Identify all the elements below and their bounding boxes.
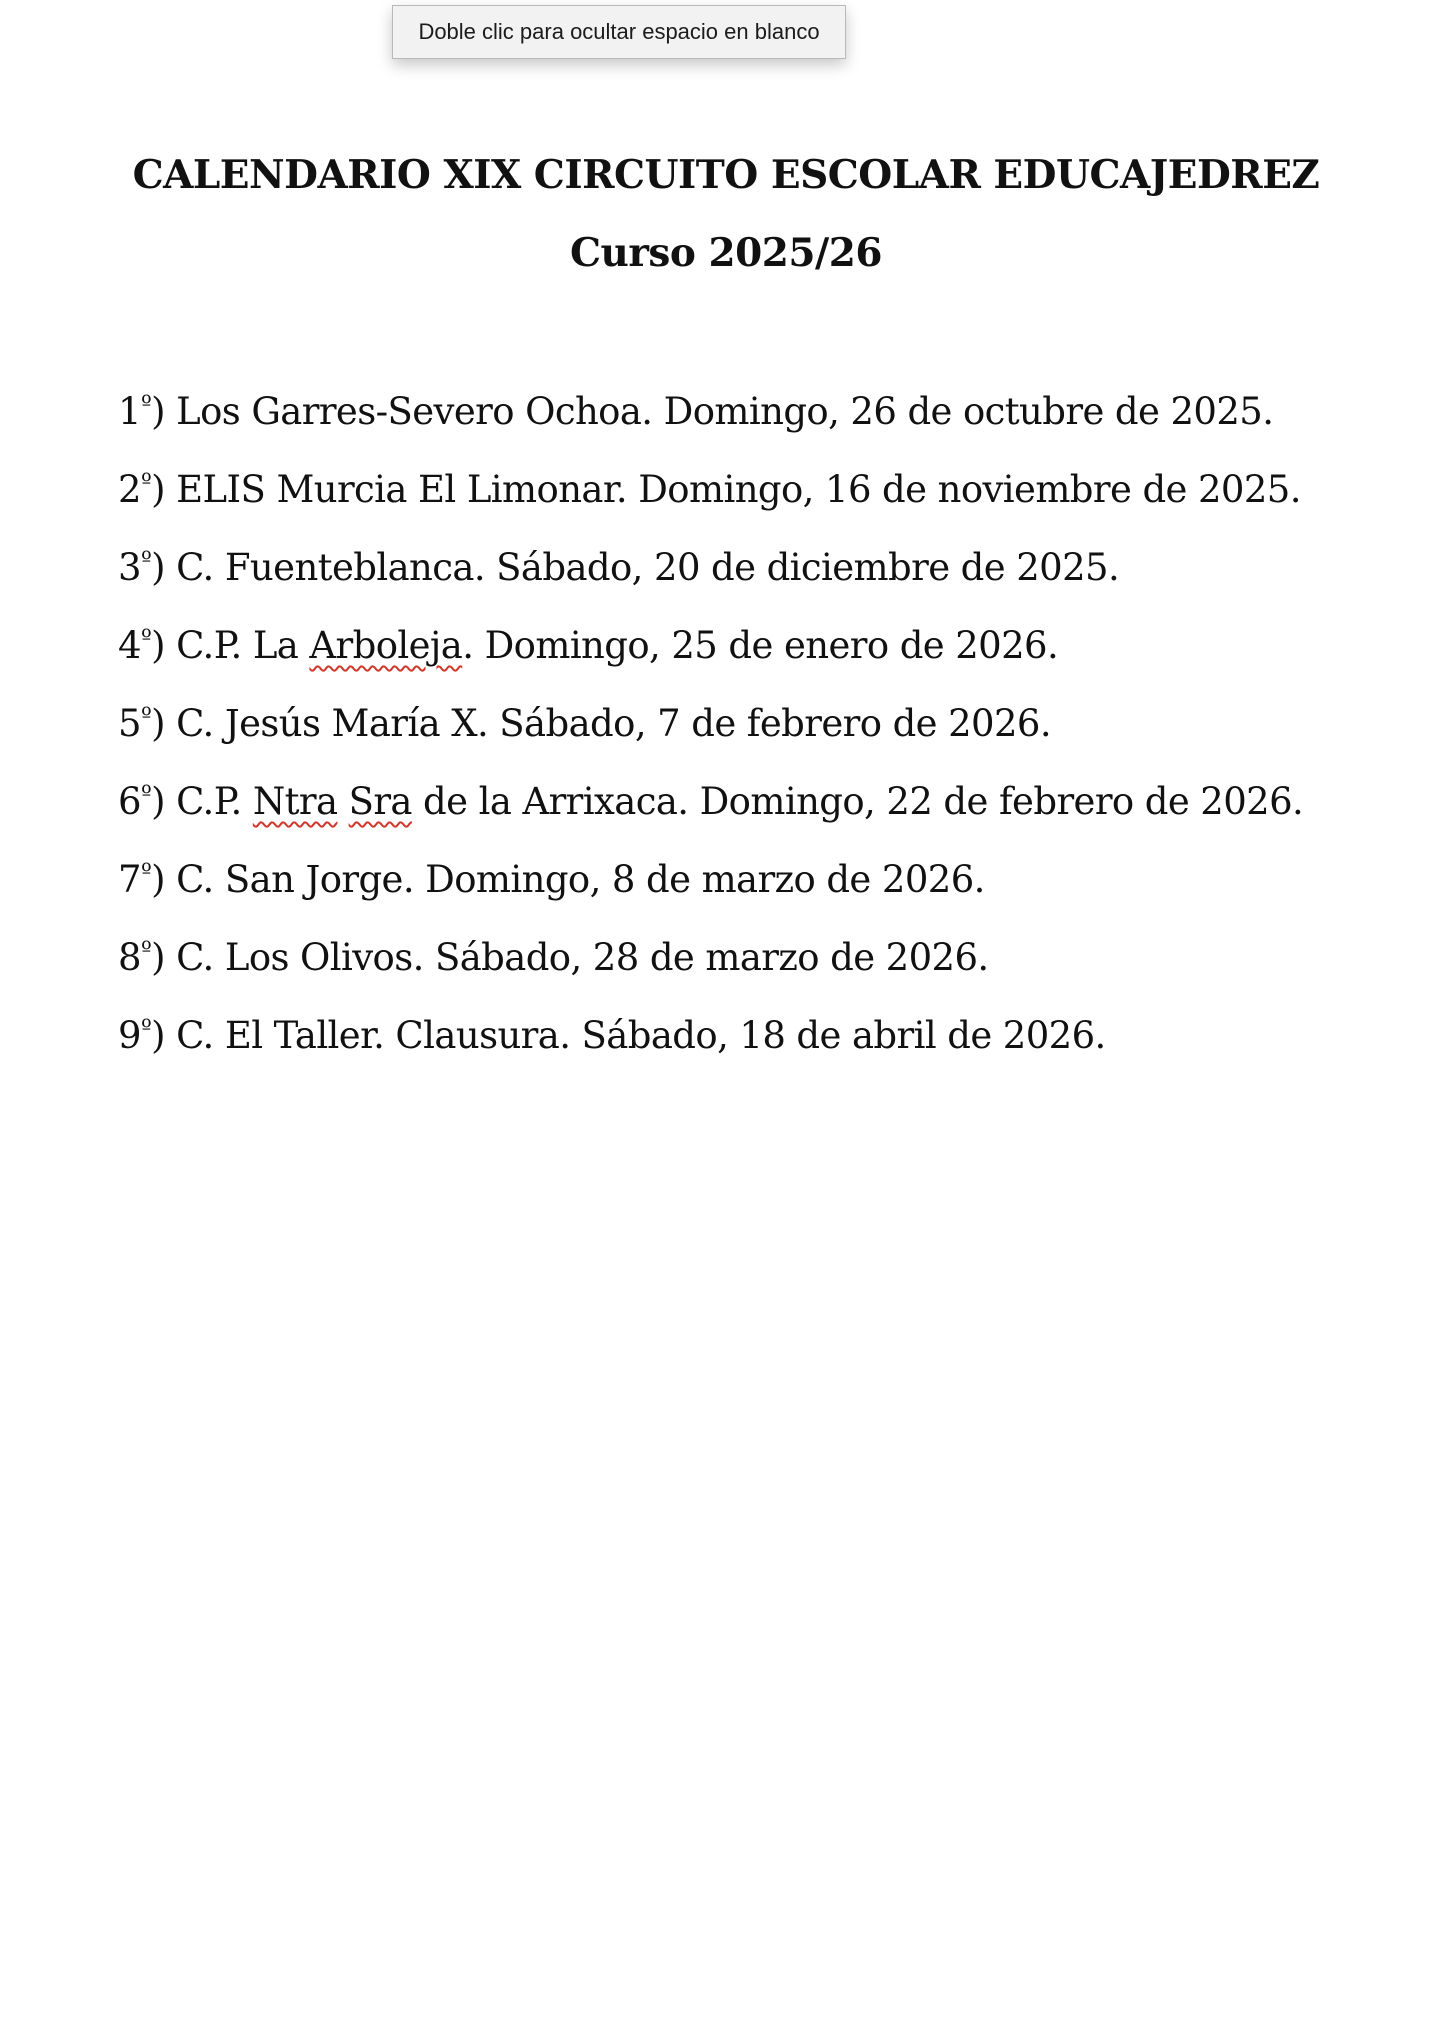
entry-number: 7 [118,858,141,901]
entry-number: 3 [118,546,141,589]
entry-text-mid [337,780,348,823]
entry-text-post: . Domingo, 25 de enero de 2026. [462,624,1059,667]
ordinal-suffix: º [140,547,152,574]
entry-number: 2 [118,468,141,511]
entry-text: C. Los Olivos. Sábado, 28 de marzo de 2026. [164,936,989,979]
entry-number: 1 [118,390,141,433]
entry-text-pre: C.P. [164,780,253,823]
entry-text-pre: C.P. La [164,624,310,667]
ordinal-suffix: º [140,703,152,730]
list-item: $6^º$) C.P. Ntra Sra de la Arrixaca. Domingo, 22 de febrero de 2026. [118,780,1304,823]
ordinal-suffix: º [140,469,152,496]
entry-text: ELIS Murcia El Limonar. Domingo, 16 de noviembre de 2025. [164,468,1301,511]
entry-number: 4 [118,624,141,667]
ordinal-suffix: º [140,1015,152,1042]
entry-number: 9 [118,1014,141,1057]
ordinal-suffix: º [140,937,152,964]
entry-text: C. San Jorge. Domingo, 8 de marzo de 2026. [164,858,985,901]
calendar-list [118,388,1303,1090]
entry-text: C. Fuenteblanca. Sábado, 20 de diciembre de 2025. [164,546,1120,589]
entry-number: 6 [118,780,141,823]
list-item: $4^º$) C.P. La Arboleja. Domingo, 25 de enero de 2026. [118,624,1059,667]
ordinal-suffix: º [140,625,152,652]
entry-text-post: de la Arrixaca. Domingo, 22 de febrero de 2026. [411,780,1304,823]
entry-text: C. El Taller. Clausura. Sábado, 18 de abril de 2026. [164,1014,1106,1057]
spellcheck-flagged-word[interactable]: Sra [348,780,412,823]
document-subtitle: Curso 2025/26 [569,230,883,276]
list-item: $5^º$) C. Jesús María X. Sábado, 7 de febrero de 2026. [118,702,1052,745]
hide-whitespace-tooltip: Doble clic para ocultar espacio en blanco [392,5,846,59]
ordinal-suffix: º [140,781,152,808]
entry-number: 5 [118,702,141,745]
ordinal-suffix: º [140,391,152,418]
list-item: $1^º$) Los Garres-Severo Ochoa. Domingo, 26 de octubre de 2025. [118,390,1274,433]
document-title: CALENDARIO XIX CIRCUITO ESCOLAR EDUCAJEDREZ [132,152,1320,198]
ordinal-suffix: º [140,859,152,886]
spellcheck-flagged-word[interactable]: Ntra [252,780,338,823]
list-item: $9^º$) C. El Taller. Clausura. Sábado, 18 de abril de 2026. [118,1014,1106,1057]
spellcheck-flagged-word[interactable]: Arboleja [309,624,463,667]
list-item: $7^º$) C. San Jorge. Domingo, 8 de marzo de 2026. [118,858,985,901]
entry-text: C. Jesús María X. Sábado, 7 de febrero de 2026. [164,702,1052,745]
entry-text: Los Garres-Severo Ochoa. Domingo, 26 de octubre de 2025. [164,390,1274,433]
list-item: $3^º$) C. Fuenteblanca. Sábado, 20 de diciembre de 2025. [118,546,1120,589]
list-item: $8^º$) C. Los Olivos. Sábado, 28 de marzo de 2026. [118,936,989,979]
list-item: $2^º$) ELIS Murcia El Limonar. Domingo, 16 de noviembre de 2025. [118,468,1301,511]
entry-number: 8 [118,936,141,979]
